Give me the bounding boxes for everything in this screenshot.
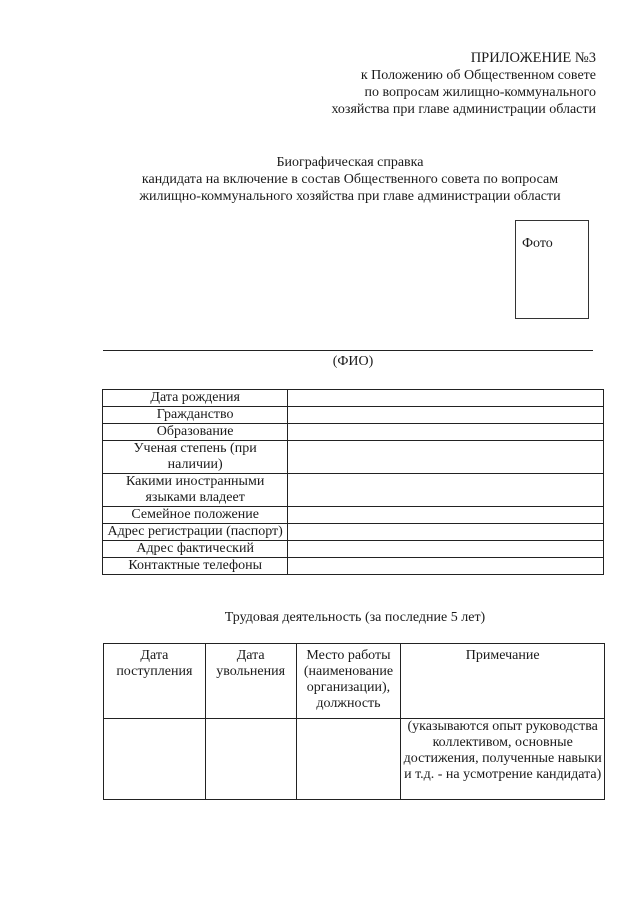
row-value (288, 441, 604, 474)
row-value (288, 558, 604, 575)
row-value (288, 424, 604, 441)
appendix-line-2: по вопросам жилищно-коммунального (364, 85, 596, 100)
note-cell: (указываются опыт руководства коллективом, основные достижения, полученные навыки и т.д. - на усмотрение кандидата) (401, 719, 605, 800)
row-value (288, 407, 604, 424)
table-row (103, 507, 604, 524)
table-row (103, 390, 604, 407)
row-value (288, 474, 604, 507)
table-header-row (104, 644, 605, 719)
personal-info-table (102, 389, 604, 575)
fio-line (103, 350, 593, 351)
appendix-line-3: хозяйства при главе администрации области (331, 102, 596, 117)
table-row (103, 441, 604, 474)
table-row (103, 541, 604, 558)
row-value (288, 524, 604, 541)
appendix-header (331, 50, 596, 118)
row-label: Адрес фактический (103, 541, 288, 558)
end-date-cell (205, 719, 296, 800)
row-value (288, 390, 604, 407)
document-title-line-3: жилищно-коммунального хозяйства при главе администрации области (139, 189, 561, 204)
workplace-cell (296, 719, 401, 800)
table-row (103, 424, 604, 441)
fio-label: (ФИО) (332, 354, 374, 369)
row-label: Какими иностранными языками владеет (103, 474, 288, 507)
row-label: Адрес регистрации (паспорт) (103, 524, 288, 541)
row-value (288, 541, 604, 558)
work-history-table (103, 643, 605, 800)
start-date-cell (104, 719, 206, 800)
column-header-workplace: Место работы (наименование организации), должность (296, 644, 401, 719)
appendix-title: ПРИЛОЖЕНИЕ №3 (470, 50, 596, 66)
row-label: Контактные телефоны (103, 558, 288, 575)
row-label: Гражданство (103, 407, 288, 424)
column-header-start-date: Дата поступления (104, 644, 206, 719)
row-label: Семейное положение (103, 507, 288, 524)
appendix-line-1: к Положению об Общественном совете (360, 68, 596, 83)
table-row (103, 474, 604, 507)
photo-label: Фото (522, 236, 553, 251)
row-label: Дата рождения (103, 390, 288, 407)
table-row (103, 524, 604, 541)
row-label: Образование (103, 424, 288, 441)
table-row (104, 719, 605, 800)
table-row (103, 407, 604, 424)
work-history-heading: Трудовая деятельность (за последние 5 лет) (224, 610, 486, 625)
row-label: Ученая степень (при наличии) (103, 441, 288, 474)
document-title-line-1: Биографическая справка (276, 155, 424, 170)
document-title-line-2: кандидата на включение в состав Общественного совета по вопросам (141, 172, 559, 187)
photo-box (515, 220, 589, 319)
table-row (103, 558, 604, 575)
document-title (100, 154, 600, 205)
column-header-end-date: Дата увольнения (205, 644, 296, 719)
row-value (288, 507, 604, 524)
column-header-note: Примечание (401, 644, 605, 719)
